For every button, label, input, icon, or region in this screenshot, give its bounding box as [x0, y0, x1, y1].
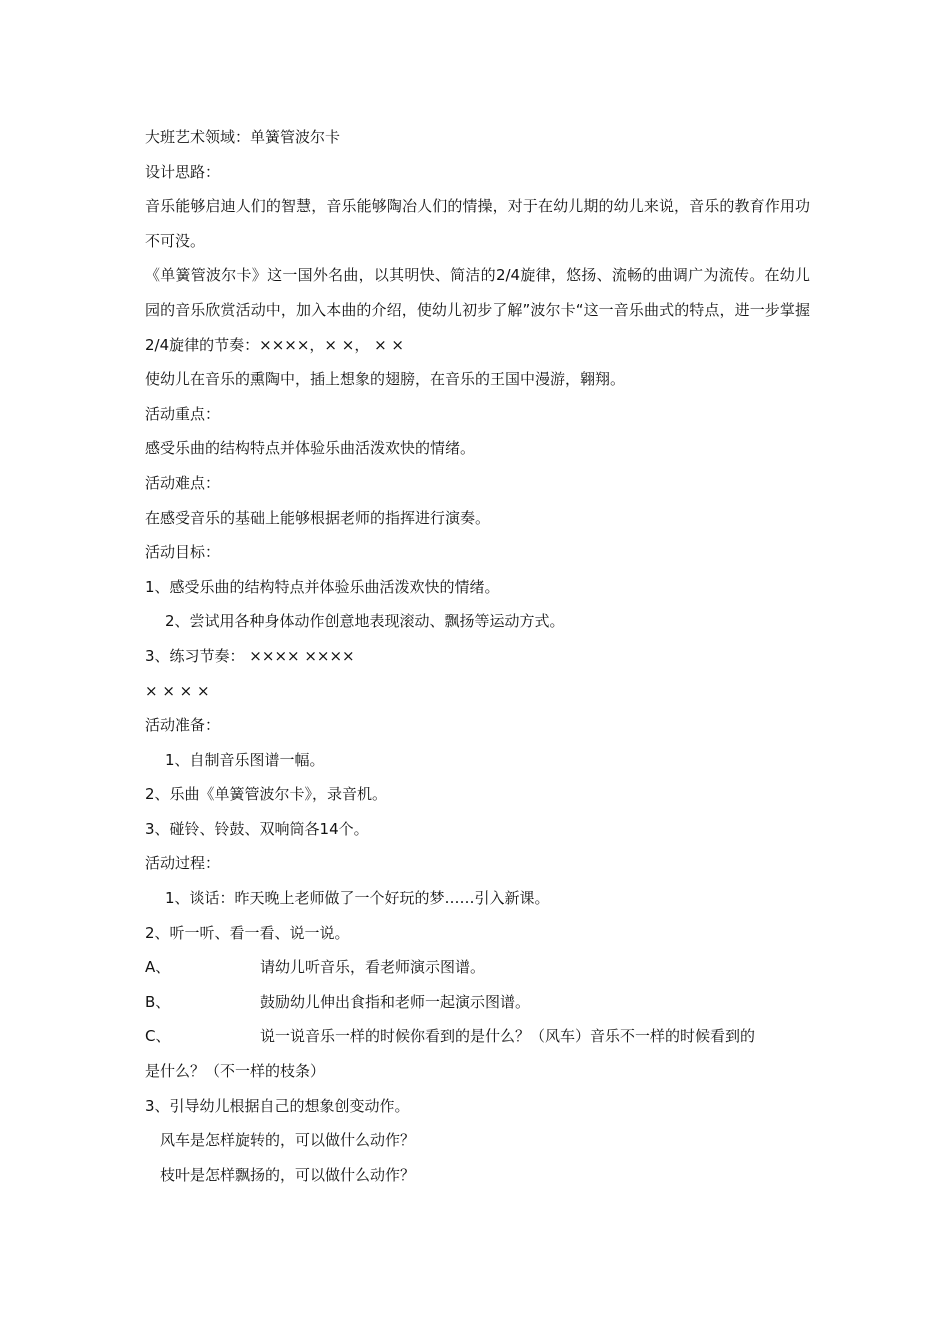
design-paragraph-2: 《单簧管波尔卡》这一国外名曲，以其明快、简洁的2/4旋律，悠扬、流畅的曲调广为流传。在幼儿园的音乐欣赏活动中，加入本曲的介绍，使幼儿初步了解”波尔卡“这一音乐曲式的特点，进一步掌握2/4旋律的节奏：××××，× ×， × ×	[145, 266, 810, 354]
preparation-item: 3、碰铃、铃鼓、双响筒各14个。	[145, 819, 369, 838]
sub-step-c	[145, 1019, 810, 1054]
sub-step-text: 鼓励幼儿伸出食指和老师一起演示图谱。	[260, 992, 531, 1011]
sub-step-text: 请幼儿听音乐，看老师演示图谱。	[260, 958, 486, 977]
rhythm-pattern: × × × ×	[145, 681, 210, 700]
process-step: 3、引导幼儿根据自己的想象创变动作。	[145, 1096, 410, 1115]
question-item: 枝叶是怎样飘扬的，可以做什么动作？	[160, 1165, 416, 1184]
sub-step-label: C、	[145, 1027, 171, 1046]
process-step: 1、谈话：昨天晚上老师做了一个好玩的梦……引入新课。	[165, 889, 550, 908]
goal-item: 2、尝试用各种身体动作创意地表现滚动、飘扬等运动方式。	[165, 612, 565, 631]
sub-step-text: 说一说音乐一样的时候你看到的是什么？（风车）音乐不一样的时候看到的	[260, 1027, 756, 1046]
question-item: 风车是怎样旋转的，可以做什么动作？	[160, 1131, 416, 1150]
process-step: 2、听一听、看一看、说一说。	[145, 923, 350, 942]
sub-step-label: A、	[145, 958, 171, 977]
key-points-text: 感受乐曲的结构特点并体验乐曲活泼欢快的情绪。	[145, 439, 476, 458]
preparation-heading: 活动准备：	[145, 716, 221, 735]
process-heading: 活动过程：	[145, 854, 221, 873]
sub-step-c-continued: 是什么？（不一样的枝条）	[145, 1062, 326, 1081]
preparation-item: 2、乐曲《单簧管波尔卡》，录音机。	[145, 785, 388, 804]
key-points-heading: 活动重点：	[145, 404, 221, 423]
design-paragraph-3: 使幼儿在音乐的熏陶中，插上想象的翅膀，在音乐的王国中漫游，翱翔。	[145, 370, 626, 389]
difficulty-text: 在感受音乐的基础上能够根据老师的指挥进行演奏。	[145, 508, 491, 527]
goals-heading: 活动目标：	[145, 543, 221, 562]
document-body	[145, 120, 810, 1192]
sub-step-a	[145, 950, 810, 985]
goal-item: 3、练习节奏： ×××× ××××	[145, 646, 355, 665]
design-paragraph-1: 音乐能够启迪人们的智慧，音乐能够陶冶人们的情操，对于在幼儿期的幼儿来说，音乐的教育作用功不可没。	[145, 197, 810, 250]
sub-step-b	[145, 985, 810, 1020]
preparation-item: 1、自制音乐图谱一幅。	[165, 750, 325, 769]
document-title: 大班艺术领域：单簧管波尔卡	[145, 128, 341, 146]
design-heading: 设计思路：	[145, 162, 221, 181]
goal-item: 1、感受乐曲的结构特点并体验乐曲活泼欢快的情绪。	[145, 577, 500, 596]
sub-step-label: B、	[145, 992, 171, 1011]
difficulty-heading: 活动难点：	[145, 473, 221, 492]
